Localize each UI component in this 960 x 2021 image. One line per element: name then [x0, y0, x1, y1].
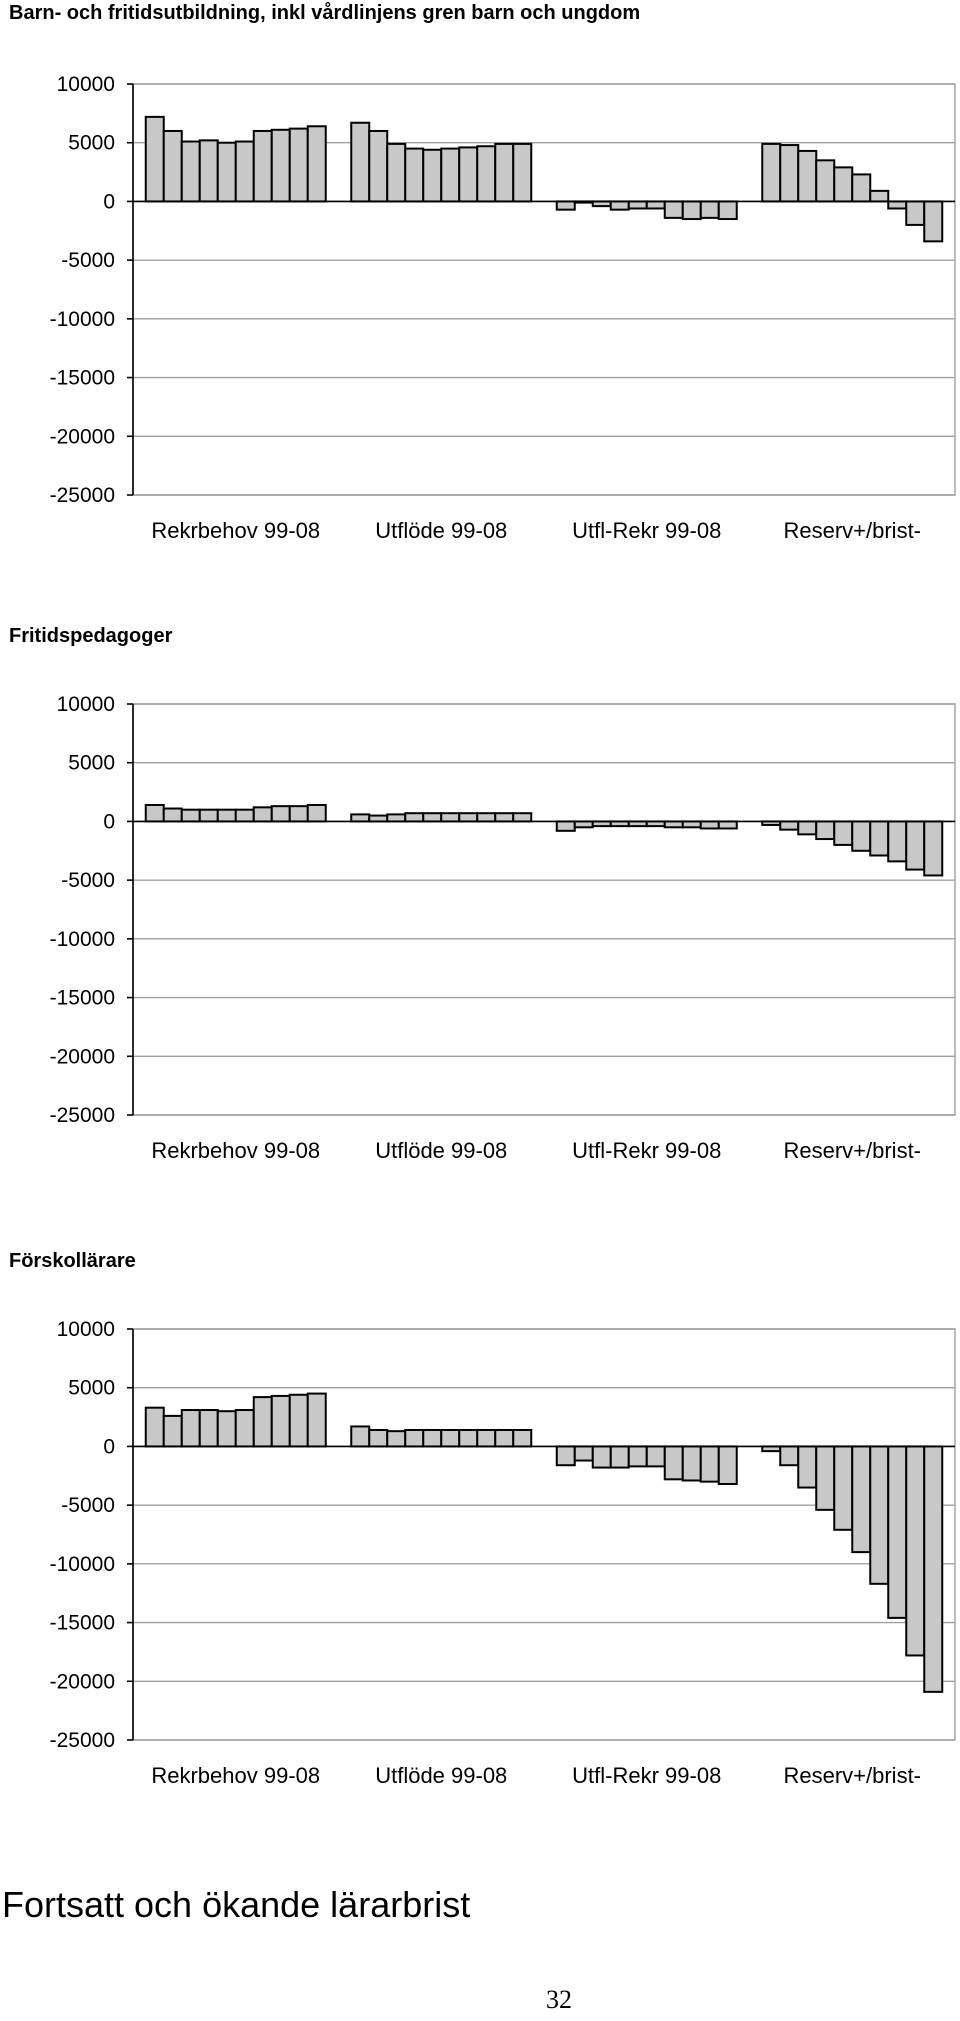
bar [290, 806, 308, 821]
bar [665, 821, 683, 827]
y-tick-label: 10000 [56, 693, 115, 716]
y-tick-label: 5000 [68, 1376, 115, 1400]
bar [423, 813, 441, 821]
bar [182, 1410, 200, 1446]
chart-title: Barn- och fritidsutbildning, inkl vårdlinjens gren barn och ungdom [9, 2, 641, 24]
bar [164, 131, 182, 201]
x-category-label: Utflöde 99-08 [375, 1138, 508, 1163]
plot-area [133, 1329, 955, 1740]
y-tick-label: -5000 [61, 249, 115, 273]
y-tick-label: 0 [103, 810, 115, 834]
bar [683, 821, 701, 827]
bar-chart [0, 0, 960, 560]
bar [441, 1430, 459, 1446]
bar [798, 1446, 816, 1487]
bar [513, 144, 531, 202]
bar [780, 1446, 798, 1465]
bar [351, 123, 369, 202]
bar [888, 201, 906, 208]
chart-title: Förskollärare [9, 1250, 136, 1272]
bar [593, 1446, 611, 1467]
y-tick-label: -25000 [49, 1729, 115, 1752]
bar [924, 1446, 942, 1691]
bar [719, 1446, 737, 1484]
bar [798, 821, 816, 834]
bar [182, 142, 200, 202]
bar [888, 1446, 906, 1617]
bar [387, 144, 405, 202]
bar [254, 807, 272, 821]
bar [351, 1426, 369, 1446]
bar [852, 821, 870, 850]
bar [629, 1446, 647, 1466]
y-tick-label: -15000 [49, 1611, 115, 1635]
y-tick-label: -5000 [61, 1494, 115, 1518]
bar [557, 201, 575, 209]
page-number: 32 [546, 1985, 572, 2014]
x-category-label: Utfl-Rekr 99-08 [572, 1138, 722, 1163]
bar [816, 1446, 834, 1509]
y-tick-label: -20000 [49, 1670, 115, 1694]
bar [834, 1446, 852, 1529]
bar [236, 142, 254, 202]
bar [164, 809, 182, 822]
bar [218, 143, 236, 202]
bar [513, 813, 531, 821]
plot-area [133, 704, 955, 1115]
bar [513, 1430, 531, 1446]
bar [441, 813, 459, 821]
bar [683, 201, 701, 219]
bar [272, 806, 290, 821]
x-category-label: Utflöde 99-08 [375, 518, 508, 543]
bar [683, 1446, 701, 1480]
bar [146, 1408, 164, 1447]
bar [575, 1446, 593, 1460]
bar [423, 1430, 441, 1446]
bar [459, 813, 477, 821]
bar [218, 810, 236, 822]
bar [834, 167, 852, 201]
bar [369, 1430, 387, 1446]
bar [495, 144, 513, 202]
bar [816, 160, 834, 201]
section-heading: Fortsatt och ökande lärarbrist [2, 1884, 471, 1925]
bar [924, 201, 942, 241]
bar [495, 1430, 513, 1446]
bar [387, 1431, 405, 1446]
bar [557, 821, 575, 830]
bar [852, 1446, 870, 1552]
chart-title: Fritidspedagoger [9, 625, 173, 647]
bar [701, 1446, 719, 1481]
bar [200, 810, 218, 822]
y-tick-label: 10000 [56, 1318, 115, 1341]
bar [387, 814, 405, 821]
y-tick-label: -10000 [49, 1552, 115, 1576]
bar [351, 814, 369, 821]
y-tick-label: -5000 [61, 869, 115, 893]
x-category-label: Utfl-Rekr 99-08 [572, 518, 722, 543]
bar [780, 145, 798, 201]
bar [647, 201, 665, 208]
bar [272, 1396, 290, 1446]
bar [423, 150, 441, 202]
y-tick-label: 0 [103, 1435, 115, 1459]
bar [870, 191, 888, 202]
y-tick-label: -10000 [49, 927, 115, 951]
y-tick-label: -10000 [49, 307, 115, 331]
y-tick-label: -25000 [49, 484, 115, 507]
bar-chart [0, 1245, 960, 1805]
x-category-label: Rekrbehov 99-08 [151, 1763, 321, 1788]
x-category-label: Reserv+/brist- [783, 1138, 922, 1163]
bar [200, 140, 218, 201]
x-category-label: Reserv+/brist- [783, 1763, 922, 1788]
bar [146, 117, 164, 202]
bar [611, 1446, 629, 1467]
y-tick-label: 5000 [68, 131, 115, 155]
x-category-label: Rekrbehov 99-08 [151, 518, 321, 543]
bar [290, 1395, 308, 1447]
bar [924, 821, 942, 875]
y-tick-label: -15000 [49, 986, 115, 1010]
bar [308, 126, 326, 201]
y-tick-label: 10000 [56, 73, 115, 96]
bar [308, 805, 326, 821]
bar [665, 1446, 683, 1479]
bar [200, 1410, 218, 1446]
bar [665, 201, 683, 217]
bar [182, 810, 200, 822]
bar [780, 821, 798, 829]
y-tick-label: -15000 [49, 366, 115, 390]
bar [218, 1411, 236, 1446]
bar [762, 144, 780, 202]
bar [308, 1394, 326, 1447]
bar [870, 1446, 888, 1583]
bar [701, 821, 719, 828]
bar [852, 174, 870, 201]
bar [495, 813, 513, 821]
bar [798, 151, 816, 201]
bar [870, 821, 888, 855]
bar [236, 810, 254, 822]
bar [254, 131, 272, 201]
bar [405, 813, 423, 821]
bar [834, 821, 852, 844]
bar [906, 1446, 924, 1655]
y-tick-label: -20000 [49, 425, 115, 449]
y-tick-label: -25000 [49, 1104, 115, 1127]
bar [459, 147, 477, 201]
y-tick-label: 5000 [68, 751, 115, 775]
bar [164, 1416, 182, 1447]
bar [477, 1430, 495, 1446]
bar [459, 1430, 477, 1446]
bar [611, 201, 629, 209]
bar [557, 1446, 575, 1465]
bar [575, 821, 593, 827]
x-category-label: Reserv+/brist- [783, 518, 922, 543]
bar [441, 149, 459, 202]
bar [272, 130, 290, 202]
y-tick-label: -20000 [49, 1045, 115, 1069]
bar [906, 201, 924, 224]
bar [254, 1397, 272, 1446]
bar [477, 813, 495, 821]
bar [477, 146, 495, 201]
bar [816, 821, 834, 839]
bar [405, 1430, 423, 1446]
bar [906, 821, 924, 869]
bar [719, 821, 737, 828]
bar-chart [0, 620, 960, 1180]
bar [629, 201, 647, 208]
bar [236, 1410, 254, 1446]
x-category-label: Utflöde 99-08 [375, 1763, 508, 1788]
bar [369, 816, 387, 822]
y-tick-label: 0 [103, 190, 115, 214]
bar [405, 149, 423, 202]
x-category-label: Rekrbehov 99-08 [151, 1138, 321, 1163]
bar [369, 131, 387, 201]
bar [888, 821, 906, 861]
bar [146, 805, 164, 821]
x-category-label: Utfl-Rekr 99-08 [572, 1763, 722, 1788]
bar [647, 1446, 665, 1466]
bar [719, 201, 737, 219]
bar [290, 129, 308, 202]
bar [701, 201, 719, 217]
